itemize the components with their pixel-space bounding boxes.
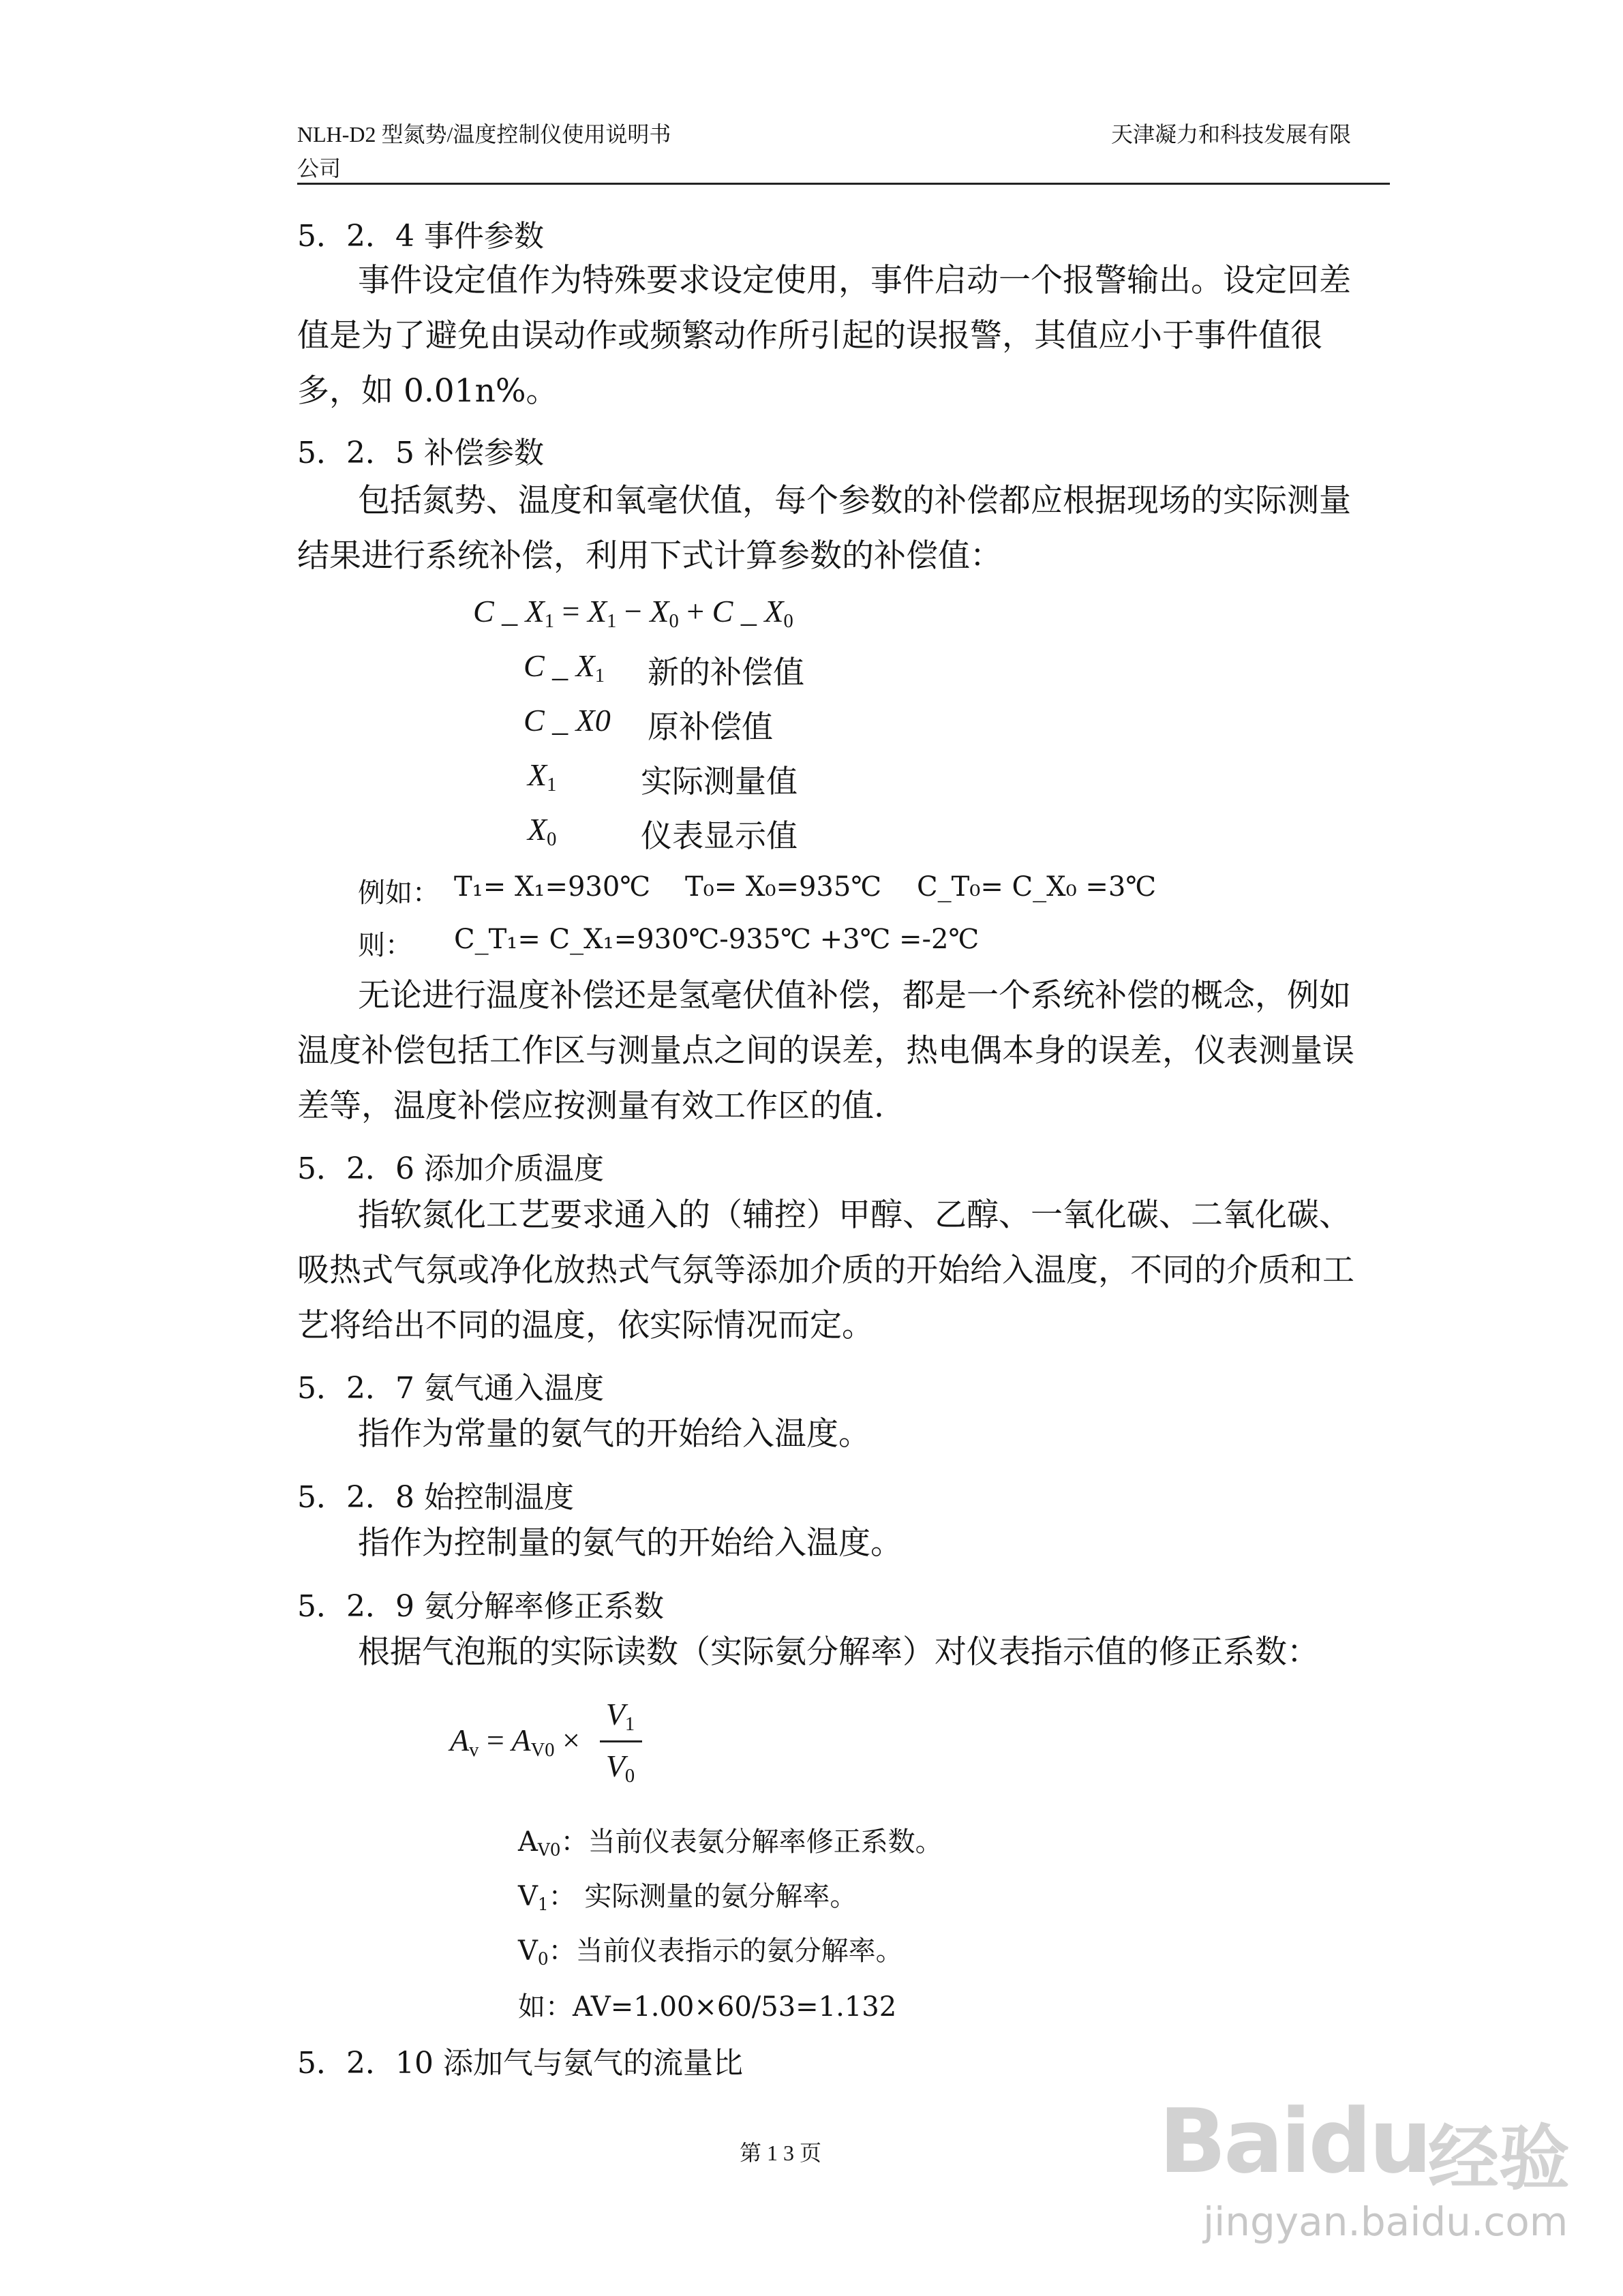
definition-description: ：当前仪表指示的氨分解率。 [548, 1935, 903, 1967]
example-value: T₀= X₀=935℃ [685, 871, 882, 903]
definition-description: ：当前仪表氨分解率修正系数。 [560, 1826, 943, 1858]
paragraph-line: 值是为了避免由误动作或频繁动作所引起的误报警，其值应小于事件值很 [297, 317, 1322, 354]
definition-symbol [528, 757, 556, 796]
formula-sub: v [469, 1739, 479, 1761]
paragraph-line: 包括氮势、温度和氧毫伏值，每个参数的补偿都应根据现场的实际测量 [358, 482, 1351, 519]
definition-line [518, 1820, 943, 1860]
section-heading-5-2-10: 5．2．10 添加气与氨气的流量比 [297, 2046, 743, 2081]
paragraph-line: 差等，温度补偿应按测量有效工作区的值. [297, 1087, 884, 1125]
definition-description: 实际测量值 [641, 763, 798, 800]
section-heading-5-2-4: 5．2．4 事件参数 [297, 219, 544, 254]
paragraph-line: 艺将给出不同的温度，依实际情况而定。 [297, 1307, 874, 1344]
then-label: 则： [358, 930, 412, 961]
paragraph-line: 无论进行温度补偿还是氢毫伏值补偿，都是一个系统补偿的概念，例如 [358, 977, 1351, 1014]
definition-symbol [528, 811, 556, 851]
symbol-sub: 0 [537, 1948, 549, 1969]
paragraph-line: 温度补偿包括工作区与测量点之间的误差，热电偶本身的误差，仪表测量误 [297, 1032, 1354, 1070]
paragraph-line: 多，如 0.01n%。 [297, 372, 558, 410]
example-line: 如：AV=1.00×60/53=1.132 [518, 1991, 897, 2023]
fraction-bar [600, 1740, 642, 1742]
formula-operator: = [562, 594, 580, 629]
watermark-brand: Baidu [1159, 2089, 1429, 2193]
fraction-denominator [600, 1748, 641, 1787]
definition-description: ： 实际测量的氨分解率。 [548, 1881, 858, 1912]
symbol-sub: 0 [547, 828, 557, 850]
definition-description: 仪表显示值 [641, 817, 798, 854]
formula-sub: 1 [607, 610, 617, 632]
symbol-sub: 1 [547, 774, 557, 796]
header-title-continued: 公司 [297, 156, 342, 181]
formula-lhs: A [450, 1723, 470, 1757]
formula-operator: = [486, 1723, 504, 1757]
section-heading-5-2-8: 5．2．8 始控制温度 [297, 1480, 574, 1515]
formula-sub: 0 [669, 610, 679, 632]
paragraph-line: 根据气泡瓶的实际读数（实际氨分解率）对仪表指示值的修正系数： [358, 1633, 1319, 1671]
formula-sub: 0 [783, 610, 793, 632]
then-expression: C_T₁= C_X₁=930℃-935℃ +3℃ =-2℃ [454, 924, 980, 955]
header-title: NLH-D2 型氮势/温度控制仪使用说明书 [297, 122, 671, 147]
numerator-sub: 1 [624, 1713, 635, 1735]
symbol: C _ X [524, 648, 595, 683]
definition-description: 原补偿值 [648, 708, 773, 745]
symbol-sub: 1 [594, 665, 605, 686]
denominator-sub: 0 [624, 1765, 635, 1787]
paragraph-line: 事件设定值作为特殊要求设定使用，事件启动一个报警输出。设定回差 [358, 262, 1351, 299]
section-heading-5-2-6: 5．2．6 添加介质温度 [297, 1151, 604, 1186]
formula-operator: − [624, 594, 642, 629]
watermark-brand-cn: 经验 [1428, 2117, 1571, 2200]
numerator: V [605, 1697, 625, 1732]
section-heading-5-2-5: 5．2．5 补偿参数 [297, 436, 544, 470]
formula-operator: × [562, 1723, 580, 1757]
symbol: X [528, 757, 547, 792]
definition-description: 新的补偿值 [648, 654, 804, 691]
paragraph-line: 指软氮化工艺要求通入的（辅控）甲醇、乙醇、一氧化碳、二氧化碳、 [358, 1196, 1351, 1234]
definition-line [518, 1875, 857, 1914]
watermark-url: jingyan.baidu.com [1203, 2199, 1568, 2245]
symbol: V [518, 1881, 538, 1912]
definition-symbol [524, 648, 605, 687]
baidu-watermark-logo [1159, 2089, 1429, 2193]
section-heading-5-2-7: 5．2．7 氨气通入温度 [297, 1371, 604, 1406]
symbol-sub: 1 [537, 1894, 549, 1914]
paragraph-line: 吸热式气氛或净化放热式气氛等添加介质的开始给入温度，不同的介质和工 [297, 1252, 1354, 1289]
paragraph-line: 结果进行系统补偿，利用下式计算参数的补偿值： [297, 537, 1002, 575]
formula-sub: 1 [544, 610, 555, 632]
symbol-sub: V0 [537, 1839, 561, 1860]
paragraph-line: 指作为控制量的氨气的开始给入温度。 [358, 1524, 902, 1562]
denominator: V [605, 1749, 625, 1783]
symbol: A [518, 1826, 538, 1858]
example-label: 例如： [358, 877, 440, 909]
paragraph-line: 指作为常量的氨气的开始给入温度。 [358, 1415, 870, 1453]
symbol: V [518, 1935, 538, 1967]
formula-term: C _ X [712, 594, 784, 629]
page-number: 第 1 3 页 [740, 2141, 822, 2165]
symbol: X [528, 812, 547, 847]
definition-line [518, 1929, 903, 1969]
formula-sub: V0 [530, 1739, 555, 1761]
compensation-formula [473, 593, 793, 633]
example-value: T₁= X₁=930℃ [454, 871, 651, 903]
formula-term: X [588, 594, 607, 629]
correction-formula [450, 1722, 580, 1762]
formula-lhs: C _ X [473, 594, 545, 629]
definition-symbol [524, 702, 611, 742]
fraction-numerator [600, 1696, 641, 1736]
header-rule [297, 183, 1390, 185]
section-heading-5-2-9: 5．2．9 氨分解率修正系数 [297, 1589, 664, 1624]
formula-operator: + [686, 594, 705, 629]
header-company: 天津凝力和科技发展有限 [1111, 122, 1352, 147]
example-value: C_T₀= C_X₀ =3℃ [917, 871, 1157, 903]
formula-term: A [511, 1723, 531, 1757]
symbol: C _ X0 [524, 703, 611, 738]
formula-term: X [650, 594, 669, 629]
